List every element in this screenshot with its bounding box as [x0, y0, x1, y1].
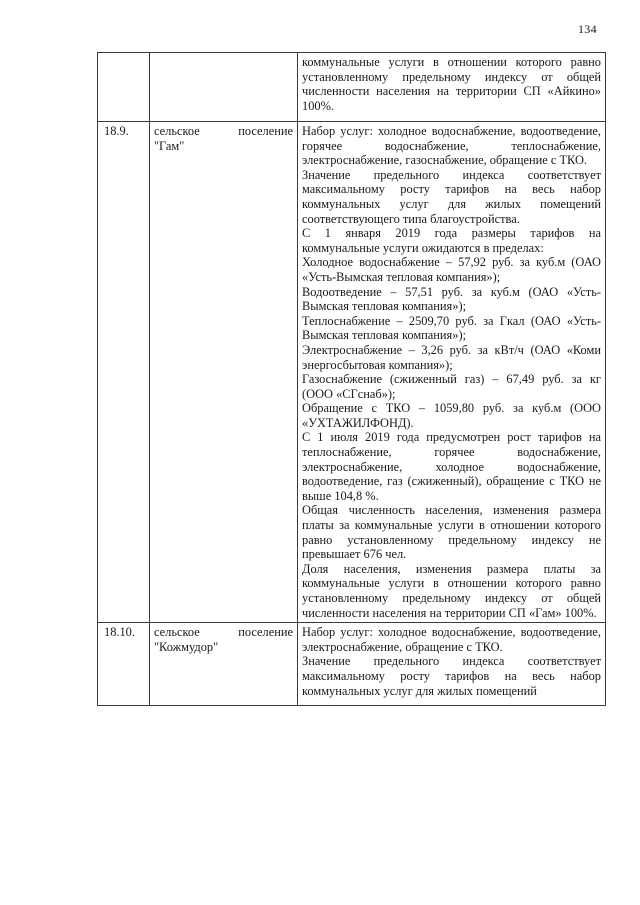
settlement-type-word: поселение — [238, 625, 293, 640]
settlement-cell — [150, 122, 298, 623]
settlement-cell — [150, 53, 298, 122]
description-cell — [298, 122, 606, 623]
settlement-name: "Гам" — [154, 138, 185, 153]
description-paragraph: Набор услуг: холодное водоснабжение, водоотведение, горячее водоснабжение, теплоснабжение, электроснабжение, газоснабжение, обращение с ТКО. — [302, 124, 601, 168]
description-cell — [298, 53, 606, 122]
row-number-cell: 18.9. — [98, 122, 150, 623]
description-paragraph: Газоснабжение (сжиженный газ) – 67,49 руб. за кг (ООО «СГснаб»); — [302, 372, 601, 401]
description-cell — [298, 623, 606, 706]
description-paragraph: Теплоснабжение – 2509,70 руб. за Гкал (ОАО «Усть-Вымская тепловая компания»); — [302, 313, 601, 343]
table-row — [98, 623, 606, 706]
settlement-type-word: сельское — [154, 124, 200, 138]
description-paragraph: Значение предельного индекса соответствует максимальному росту тарифов на весь набор коммунальных услуг для жилых помещений — [302, 654, 601, 698]
description-paragraph: Доля населения, изменения размера платы за коммунальные услуги в отношении которого равно установленному предельному индексу от общей численности населения на территории СП «Гам» 100%. — [302, 561, 601, 620]
description-paragraph: коммунальные услуги в отношении которого равно установленному предельному индексу от общей численности населения на территории СП «Айкино» 100%. — [302, 55, 601, 113]
description-paragraph: Набор услуг: холодное водоснабжение, водоотведение, электроснабжение, обращение с ТКО. — [302, 625, 601, 654]
description-paragraph: Значение предельного индекса соответствует максимальному росту тарифов на весь набор коммунальных услуг для жилых помещений соответствующего типа благоустройства. — [302, 167, 601, 226]
table-row — [98, 53, 606, 122]
description-paragraph: Общая численность населения, изменения размера платы за коммунальные услуги в отношении которого равно установленному предельному индексу не превышает 676 чел. — [302, 503, 601, 562]
settlement-name: "Кожмудор" — [154, 639, 219, 654]
settlement-type-word: поселение — [238, 124, 293, 138]
row-number-cell — [98, 53, 150, 122]
description-paragraph: С 1 июля 2019 года предусмотрен рост тарифов на теплоснабжение, горячее водоснабжение, электроснабжение, холодное водоснабжение, водоотведение, газ (сжиженный), обращение с ТКО не выше 104,8 %. — [302, 430, 601, 503]
settlement-type-word: сельское — [154, 625, 200, 640]
tariff-table — [97, 52, 606, 706]
description-paragraph: Холодное водоснабжение – 57,92 руб. за куб.м (ОАО «Усть-Вымская тепловая компания»); — [302, 255, 601, 284]
page-number: 134 — [578, 22, 597, 36]
description-paragraph: С 1 января 2019 года размеры тарифов на коммунальные услуги ожидаются в пределах: — [302, 226, 601, 255]
row-number-cell: 18.10. — [98, 623, 150, 706]
description-paragraph: Водоотведение – 57,51 руб. за куб.м (ОАО «Усть-Вымская тепловая компания»); — [302, 284, 601, 314]
table-row — [98, 122, 606, 623]
description-paragraph: Электроснабжение – 3,26 руб. за кВт/ч (ОАО «Коми энергосбытовая компания»); — [302, 342, 601, 372]
settlement-cell — [150, 623, 298, 706]
description-paragraph: Обращение с ТКО – 1059,80 руб. за куб.м (ООО «УХТАЖИЛФОНД). — [302, 401, 601, 430]
